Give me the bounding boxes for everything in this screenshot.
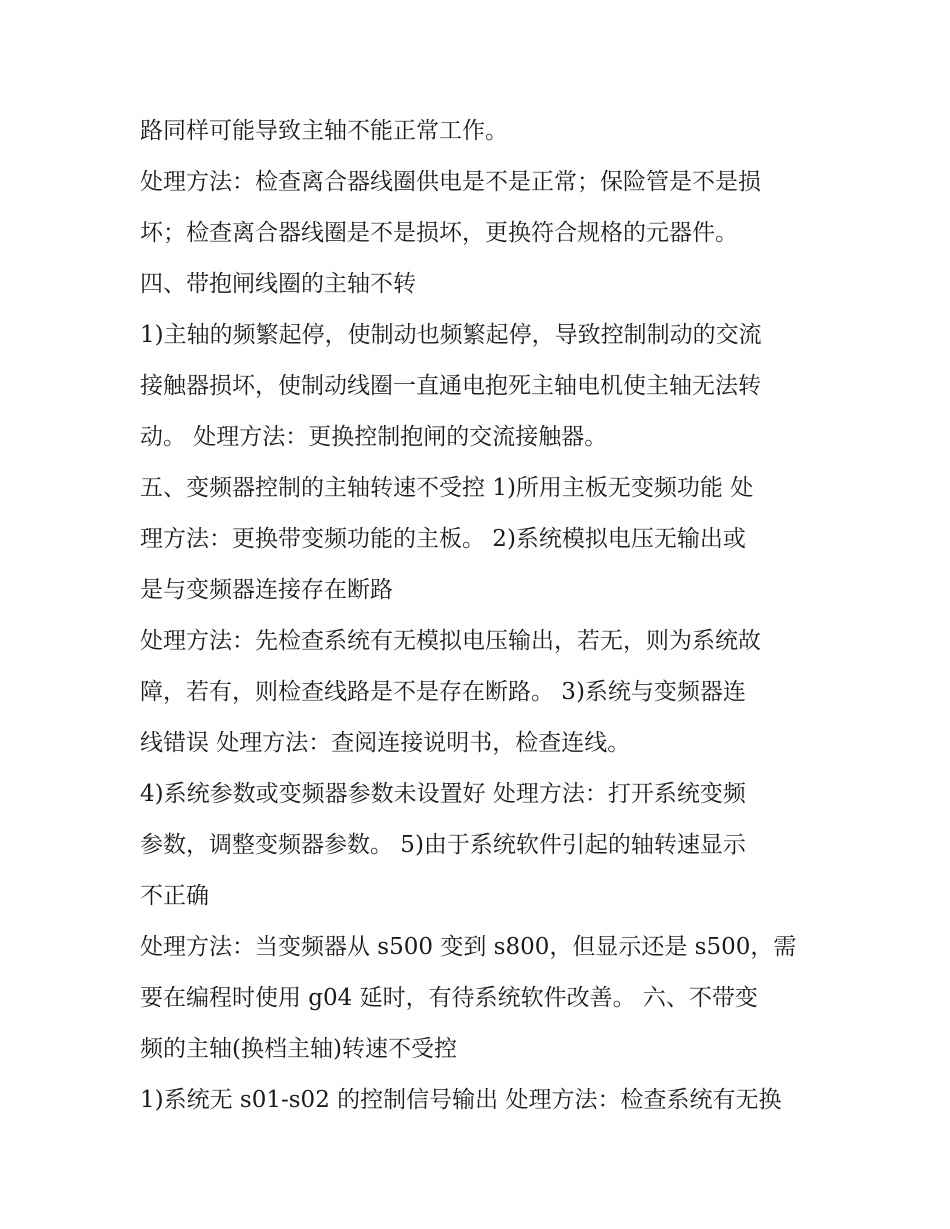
text-line-16: 不正确 <box>140 883 209 909</box>
text-line-19: 频的主轴(换档主轴)转速不受控 <box>140 1036 457 1062</box>
section-heading-4: 四、带抱闸线圈的主轴不转 <box>140 271 416 297</box>
text-line-18: 要在编程时使用 g04 延时，有待系统软件改善。 六、不带变 <box>140 985 758 1011</box>
text-line-5: 1)主轴的频繁起停，使制动也频繁起停，导致控制制动的交流 <box>140 322 762 348</box>
text-line-6: 接触器损坏，使制动线圈一直通电抱死主轴电机使主轴无法转 <box>140 373 761 399</box>
text-line-3: 坏；检查离合器线圈是不是损坏，更换符合规格的元器件。 <box>140 220 738 246</box>
text-line-14: 4)系统参数或变频器参数未设置好 处理方法：打开系统变频 <box>140 781 746 807</box>
text-line-10: 是与变频器连接存在断路 <box>140 577 393 603</box>
text-line-17: 处理方法：当变频器从 s500 变到 s800，但显示还是 s500，需 <box>140 934 797 960</box>
text-line-1: 路同样可能导致主轴不能正常工作。 <box>140 118 508 144</box>
text-line-12: 障，若有，则检查线路是不是存在断路。 3)系统与变频器连 <box>140 679 746 705</box>
text-line-15: 参数，调整变频器参数。 5)由于系统软件引起的轴转速显示 <box>140 832 746 858</box>
text-line-8: 五、变频器控制的主轴转速不受控 1)所用主板无变频功能 处 <box>140 475 754 501</box>
text-line-2: 处理方法：检查离合器线圈供电是不是正常；保险管是不是损 <box>140 169 761 195</box>
document-body <box>140 106 830 1126</box>
text-line-11: 处理方法：先检查系统有无模拟电压输出，若无，则为系统故 <box>140 628 761 654</box>
text-line-9: 理方法：更换带变频功能的主板。 2)系统模拟电压无输出或 <box>140 526 746 552</box>
text-line-13: 线错误 处理方法：查阅连接说明书，检查连线。 <box>140 730 631 756</box>
text-line-7: 动。 处理方法：更换控制抱闸的交流接触器。 <box>140 424 608 450</box>
text-line-20: 1)系统无 s01-s02 的控制信号输出 处理方法：检查系统有无换 <box>140 1087 782 1113</box>
